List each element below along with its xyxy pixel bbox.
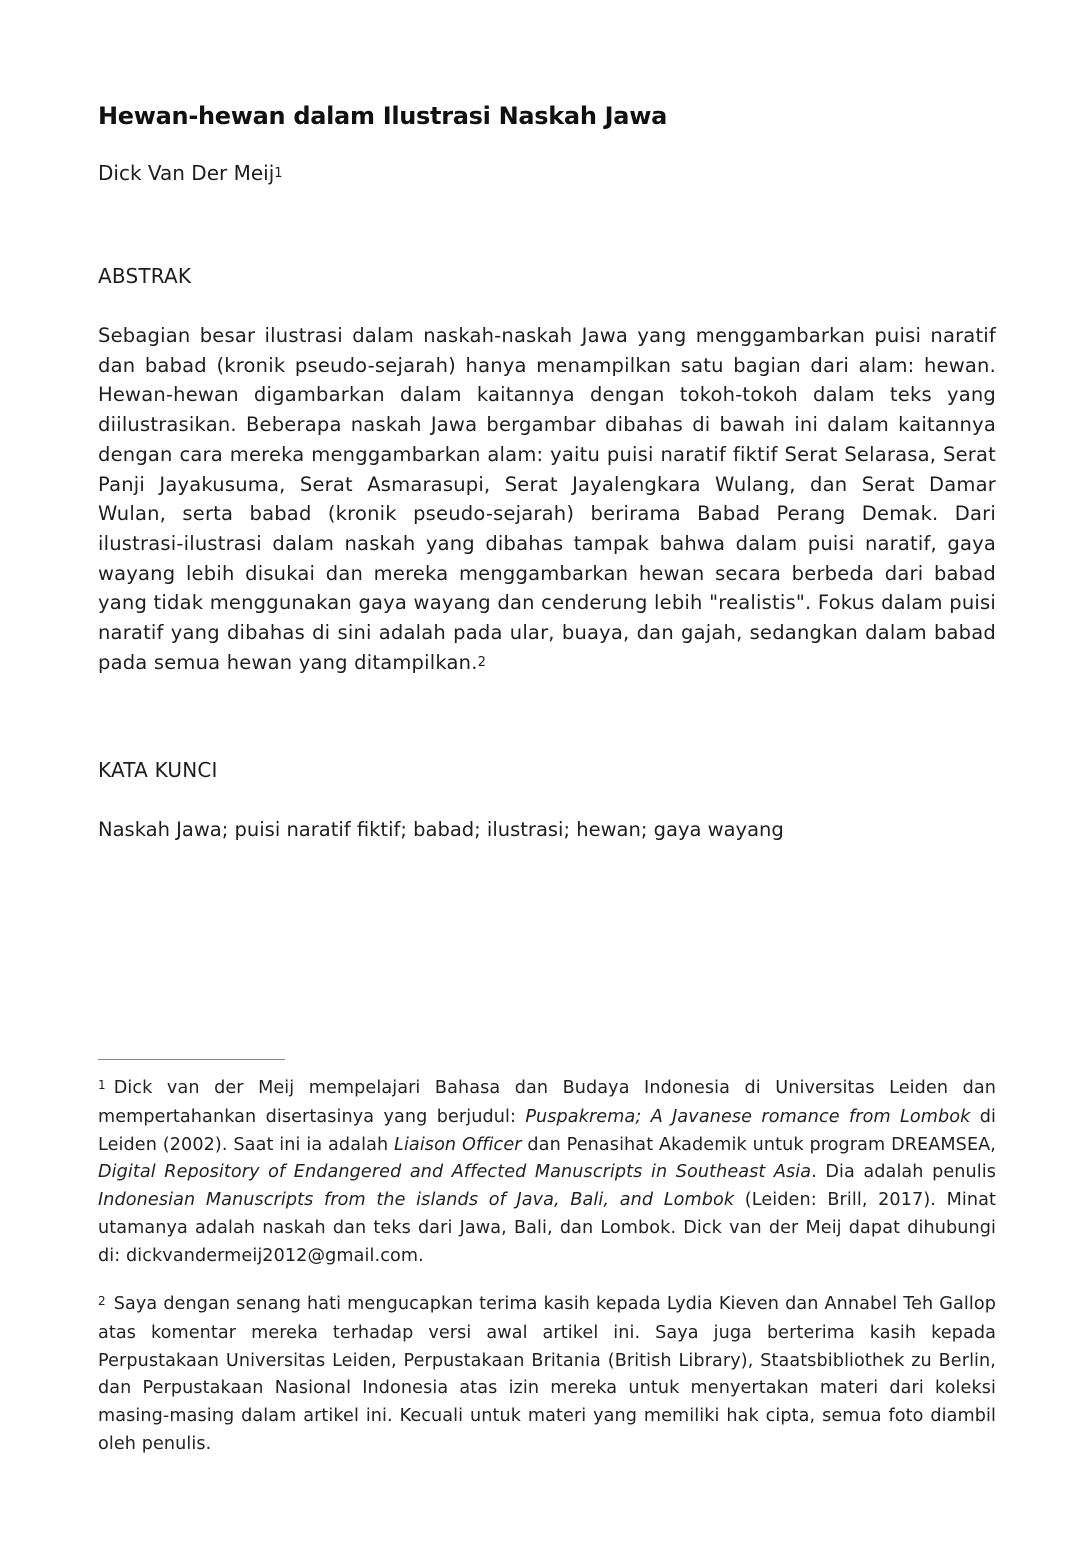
author-line bbox=[98, 158, 998, 188]
footnote-2 bbox=[98, 1291, 996, 1459]
article-title: Hewan-hewan dalam Ilustrasi Naskah Jawa bbox=[98, 102, 667, 130]
author-name: Dick Van Der Meij bbox=[98, 161, 275, 185]
footnote-1-publication: Indonesian Manuscripts from the islands of Java, Bali, and Lombok bbox=[98, 1190, 735, 1211]
abstract-heading: ABSTRAK bbox=[98, 264, 192, 288]
footnote-1-text-f: . bbox=[418, 1245, 424, 1266]
footnote-1-text-a: Dick van der Meij mempelajari Bahasa dan Budaya Indonesia di Universitas Leiden dan mempertahankan disertasinya yang berjudul: bbox=[98, 1078, 996, 1127]
footnote-1-mark: 1 bbox=[98, 1078, 106, 1092]
footnote-2-mark: 2 bbox=[98, 1294, 106, 1308]
footnote-1-program-name: Digital Repository of Endangered and Affected Manuscripts in Southeast Asia bbox=[98, 1162, 812, 1183]
footnote-1-email[interactable]: dickvandermeij2012@gmail.com bbox=[125, 1245, 419, 1266]
author-footnote-ref[interactable]: 1 bbox=[274, 166, 283, 181]
footnote-2-text: Saya dengan senang hati mengucapkan terima kasih kepada Lydia Kieven dan Annabel Teh Gallop atas komentar mereka terhadap versi awal artikel ini. Saya juga berterima kasih kepada Perpustakaan Universitas Leiden, Perpustakaan Britania (British Library), Staatsbibliothek zu Berlin, dan Perpustakaan Nasional Indonesia atas izin mereka untuk menyertakan materi dari koleksi masing-masing dalam artikel ini. Kecuali untuk materi yang memiliki hak cipta, semua foto diambil oleh penulis. bbox=[98, 1294, 996, 1454]
keywords-body: Naskah Jawa; puisi naratif fiktif; babad; ilustrasi; hewan; gaya wayang bbox=[98, 818, 784, 841]
footnote-1-text-b: di Leiden (2002). Saat ini ia adalah bbox=[98, 1106, 996, 1155]
abstract-text: Sebagian besar ilustrasi dalam naskah-naskah Jawa yang menggambarkan puisi naratif dan babad (kronik pseudo-sejarah) hanya menampilkan satu bagian dari alam: hewan. Hewan-hewan digambarkan dalam kaitannya dengan tokoh-tokoh dalam teks yang diilustrasikan. Beberapa naskah Jawa bergambar dibahas di bawah ini dalam kaitannya dengan cara mereka menggambarkan alam: yaitu puisi naratif fiktif Serat Selarasa, Serat Panji Jayakusuma, Serat Asmarasupi, Serat Jayalengkara Wulang, dan Serat Damar Wulan, serta babad (kronik pseudo-sejarah) berirama Babad Perang Demak. Dari ilustrasi-ilustrasi dalam naskah yang dibahas tampak bahwa dalam puisi naratif, gaya wayang lebih disukai dan mereka menggambarkan hewan secara berbeda dari babad yang tidak menggunakan gaya wayang dan cenderung lebih "realistis". Fokus dalam puisi naratif yang dibahas di sini adalah pada ular, buaya, dan gajah, sedangkan dalam babad pada semua hewan yang ditampilkan. bbox=[98, 324, 996, 674]
footnote-1-text-c: dan Penasihat Akademik untuk program DREAMSEA, bbox=[521, 1134, 996, 1155]
footnote-1 bbox=[98, 1075, 996, 1271]
footnote-1-book-title: Puspakrema; A Javanese romance from Lombok bbox=[525, 1106, 971, 1127]
footnote-1-role: Liaison Officer bbox=[394, 1134, 522, 1155]
footnote-1-text-e: (Leiden: Brill, 2017). Minat utamanya adalah naskah dan teks dari Jawa, Bali, dan Lombok. Dick van der Meij dapat dihubungi di: bbox=[98, 1190, 996, 1266]
footnote-1-text-d: . Dia adalah penulis bbox=[811, 1162, 997, 1183]
abstract-footnote-ref[interactable]: 2 bbox=[477, 654, 487, 670]
footnote-separator bbox=[98, 1059, 285, 1060]
abstract-body bbox=[98, 321, 996, 677]
keywords-heading: KATA KUNCI bbox=[98, 758, 218, 782]
